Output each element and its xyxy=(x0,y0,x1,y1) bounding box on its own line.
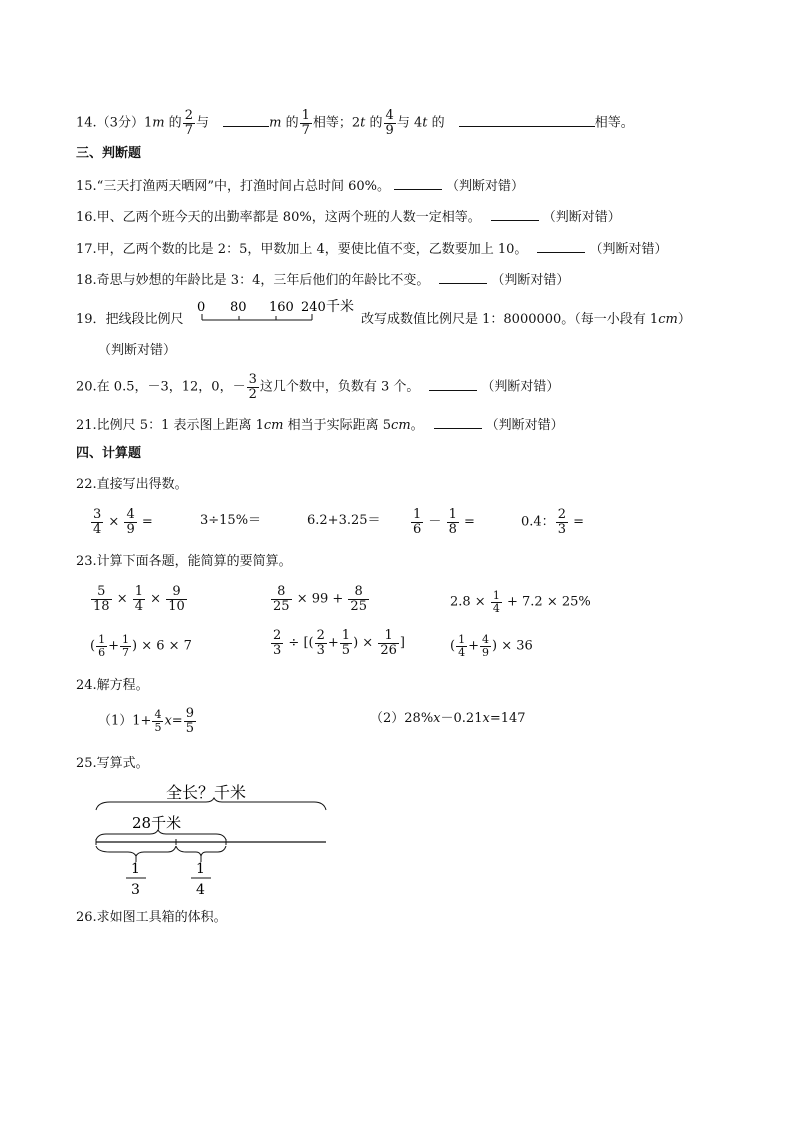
brace-third xyxy=(96,846,176,856)
answer-blank[interactable] xyxy=(439,271,487,284)
answer-blank[interactable] xyxy=(429,378,477,391)
q23-expr-5: $\frac{2}{3}$ ÷ [( $\frac{2}{3}$ + $\frac{1}{5}$ ) × $\frac{1}{26}$ ] xyxy=(273,628,405,658)
q23-expr-6: ( $\frac{1}{4}$ + $\frac{4}{9}$ ) × 36 xyxy=(450,633,533,659)
q22-expr-4: $\frac{1}{6}$ － $\frac{1}{8}$ = xyxy=(413,507,475,537)
fraction: $\frac{1}{7}$ xyxy=(301,108,310,138)
answer-blank[interactable] xyxy=(491,208,539,221)
question-15: 15.“三天打渔两天晒网”中，打渔时间占总时间 60%。 （判断对错） xyxy=(76,179,525,194)
q24-equation-2: （2）28%x－0.21x=147 xyxy=(370,711,526,726)
question-23: 23.计算下面各题，能简算的要简算。 xyxy=(76,554,292,569)
q23-expr-2: $\frac{8}{25}$ × 99 + $\frac{8}{25}$ xyxy=(273,584,367,614)
fraction-numerator: 1 xyxy=(131,861,140,877)
scale-unit: 千米 xyxy=(326,299,354,315)
question-19: 19．把线段比例尺 xyxy=(76,312,184,327)
q24-equation-1: （1）1+ $\frac{4}{5}$ x= $\frac{9}{5}$ xyxy=(98,706,194,736)
q22-expr-5: 0.4： $\frac{2}{3}$ = xyxy=(521,507,585,537)
question-20: 20.在 0.5，－3，12，0，－ $\frac{3}{2}$ 这几个数中，负数有 3 个。 （判断对错） xyxy=(76,372,560,402)
fraction: $\frac{2}{7}$ xyxy=(184,108,193,138)
fraction-denominator: 4 xyxy=(196,882,205,898)
fraction: $\frac{4}{9}$ xyxy=(385,108,394,138)
segment-diagram xyxy=(88,778,338,902)
q22-expr-3: 6.2+3.25＝ xyxy=(307,513,381,528)
q23-expr-3: 2.8 × $\frac{1}{4}$ + 7.2 × 25% xyxy=(450,589,591,615)
fraction-denominator: 3 xyxy=(131,882,140,898)
q23-expr-1: $\frac{5}{18}$ × $\frac{1}{4}$ × $\frac{9}{10}$ xyxy=(93,584,185,614)
total-length-label: 全长？千米 xyxy=(166,783,247,802)
answer-blank[interactable] xyxy=(537,240,585,253)
answer-blank[interactable] xyxy=(434,416,482,429)
brace-quarter xyxy=(176,846,226,856)
section-heading-calculation: 四、计算题 xyxy=(76,446,142,461)
q22-expr-1: $\frac{3}{4}$ × $\frac{4}{9}$ = xyxy=(93,507,153,537)
segment-length-label: 28千米 xyxy=(132,814,182,832)
question-25: 25.写算式。 xyxy=(76,756,149,771)
answer-blank[interactable] xyxy=(223,114,269,127)
section-heading-judgement: 三、判断题 xyxy=(76,146,142,161)
answer-blank[interactable] xyxy=(459,114,595,127)
question-19-suffix: （判断对错） xyxy=(98,343,177,358)
question-18: 18.奇思与妙想的年龄比是 3：4，三年后他们的年龄比不变。 （判断对错） xyxy=(76,273,570,288)
fraction-numerator: 1 xyxy=(196,861,205,877)
question-17: 17.甲，乙两个数的比是 2：5，甲数加上 4，要使比值不变，乙数要加上 10。 （判断对错） xyxy=(76,242,668,257)
question-26: 26.求如图工具箱的体积。 xyxy=(76,910,227,925)
line-segment-scale xyxy=(194,298,360,326)
scale-tick-label: 0 xyxy=(197,300,206,315)
fraction: $\frac{3}{2}$ xyxy=(248,372,257,402)
question-14: 14.（3分）1m 的 $\frac{2}{7}$ 与 m 的 $\frac{1}{7}$ 相等；2t 的 $\frac{4}{9}$ 与 4t 的 相等。 xyxy=(76,108,634,138)
answer-blank[interactable] xyxy=(394,177,442,190)
question-19-rest: 改写成数值比例尺是 1：8000000。（每一小段有 1cm） xyxy=(361,312,691,327)
question-22: 22.直接写出得数。 xyxy=(76,477,188,492)
scale-tick-label: 160 xyxy=(269,300,294,315)
q22-expr-2: 3÷15%＝ xyxy=(200,513,262,528)
question-21: 21.比例尺 5：1 表示图上距离 1cm 相当于实际距离 5cm。 （判断对错） xyxy=(76,418,564,433)
q23-expr-4: ( $\frac{1}{6}$ + $\frac{1}{7}$ ) × 6 × 7 xyxy=(90,633,192,659)
question-16: 16.甲、乙两个班今天的出勤率都是 80%，这两个班的人数一定相等。 （判断对错） xyxy=(76,210,621,225)
scale-tick-label: 240 xyxy=(301,300,326,315)
question-24: 24.解方程。 xyxy=(76,678,149,693)
scale-tick-label: 80 xyxy=(230,300,247,315)
